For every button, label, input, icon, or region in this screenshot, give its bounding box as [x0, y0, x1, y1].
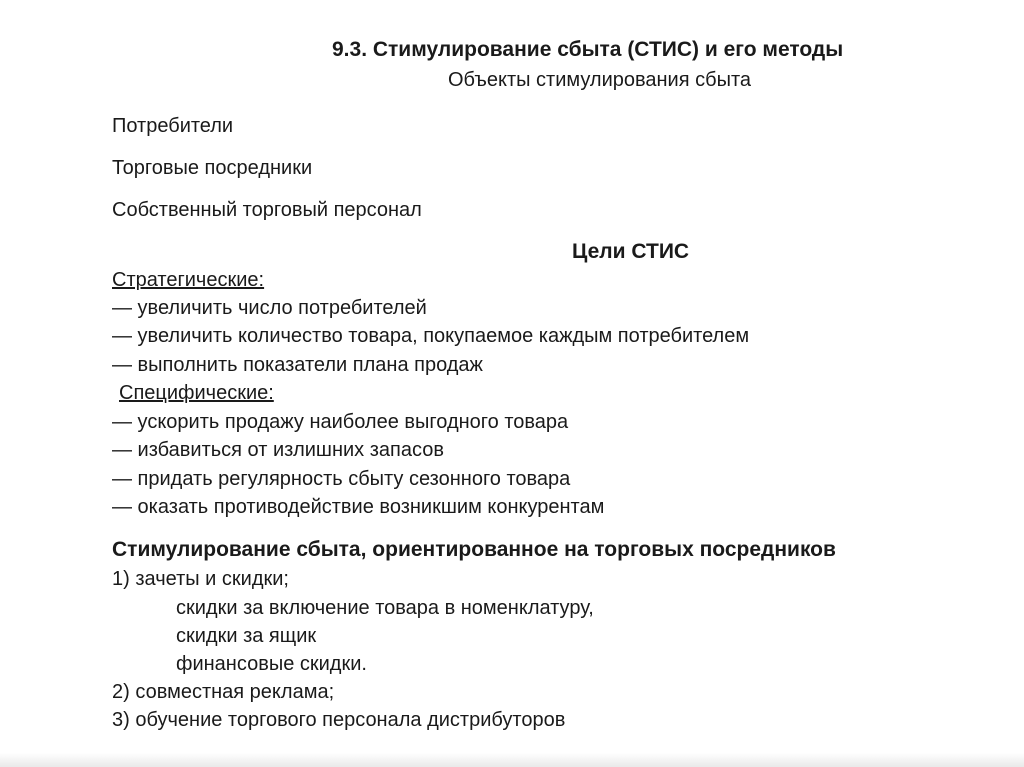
- slide-title: 9.3. Стимулирование сбыта (СТИС) и его методы: [332, 38, 844, 61]
- strategic-item: — увеличить количество товара, покупаемое каждым потребителем: [112, 325, 750, 347]
- trade-subitem: скидки за включение товара в номенклатуру,: [176, 597, 594, 619]
- trade-subitem: финансовые скидки.: [176, 653, 367, 675]
- specific-item: — оказать противодействие возникшим конкурентам: [112, 496, 605, 518]
- strategic-item: — увеличить число потребителей: [112, 297, 427, 319]
- trade-heading: Стимулирование сбыта, ориентированное на торговых посредников: [112, 538, 836, 561]
- strategic-item: — выполнить показатели плана продаж: [112, 354, 483, 376]
- trade-item-1: 1) зачеты и скидки;: [112, 568, 289, 590]
- slide-bottom-edge: [0, 753, 1024, 767]
- slide-subtitle: Объекты стимулирования сбыта: [448, 69, 752, 91]
- trade-subitem: скидки за ящик: [176, 625, 317, 647]
- trade-item-3: 3) обучение торгового персонала дистрибуторов: [112, 709, 566, 731]
- object-trade-intermediaries: Торговые посредники: [112, 157, 313, 179]
- object-consumers: Потребители: [112, 115, 234, 137]
- specific-item: — избавиться от излишних запасов: [112, 439, 444, 461]
- object-own-sales-staff: Собственный торговый персонал: [112, 199, 422, 221]
- specific-label: Специфические:: [119, 382, 274, 404]
- specific-item: — придать регулярность сбыту сезонного товара: [112, 468, 571, 490]
- specific-item: — ускорить продажу наиболее выгодного товара: [112, 411, 569, 433]
- strategic-label: Стратегические:: [112, 269, 265, 291]
- trade-item-2: 2) совместная реклама;: [112, 681, 335, 703]
- goals-heading: Цели СТИС: [572, 240, 690, 263]
